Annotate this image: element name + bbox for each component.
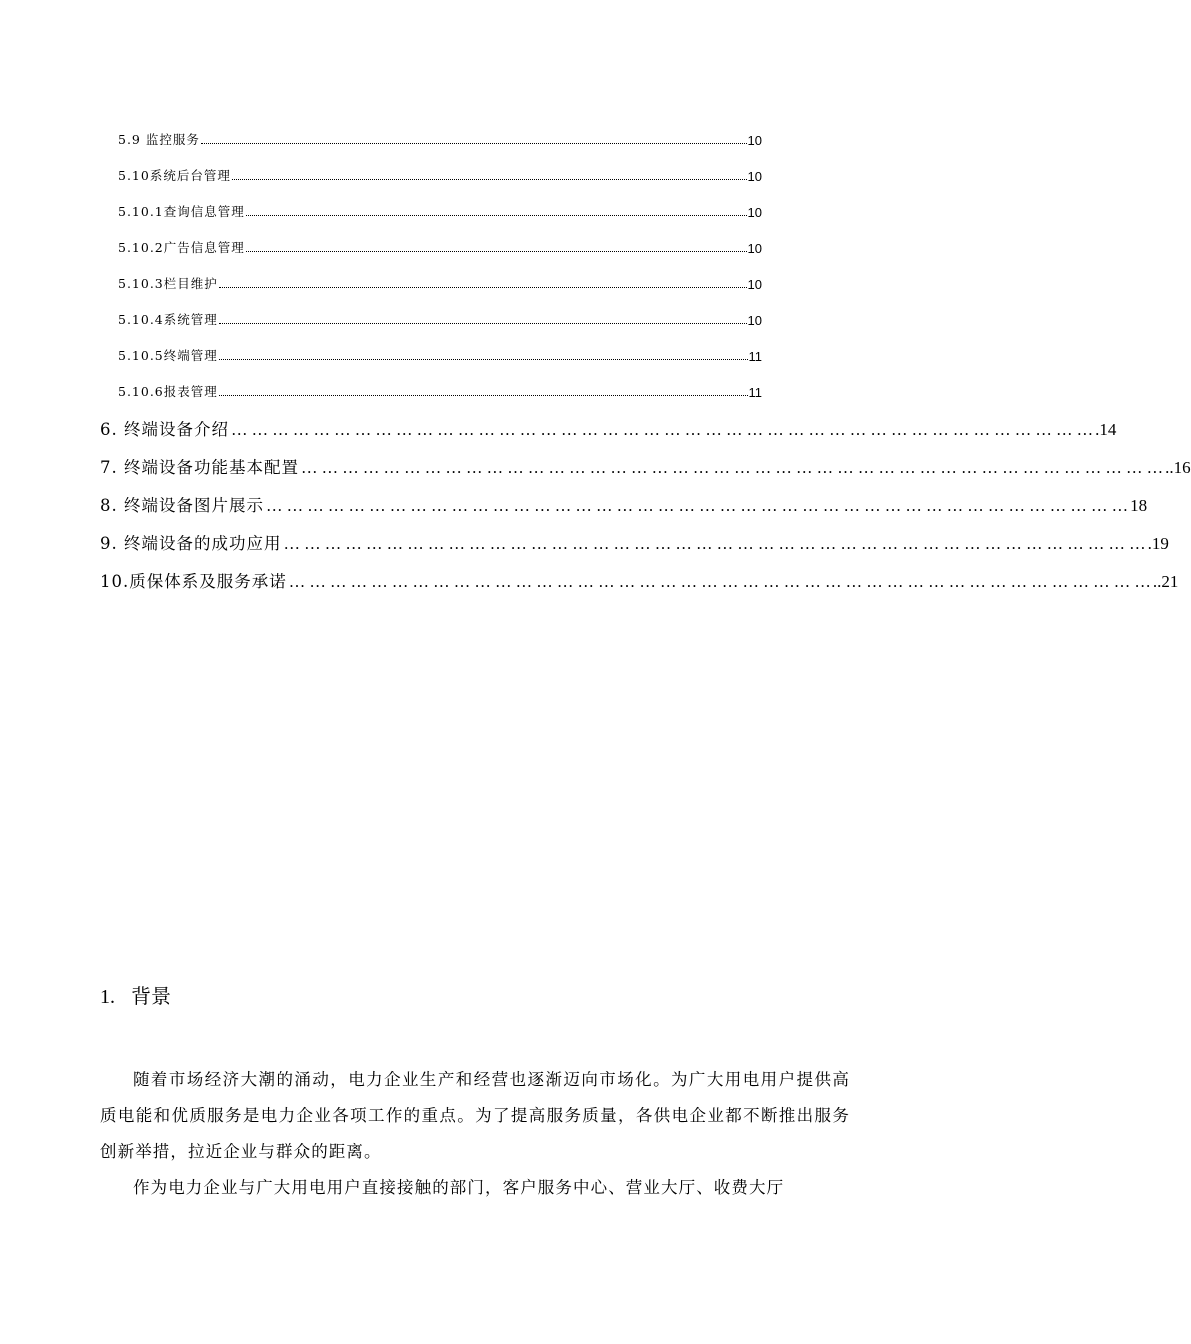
- toc-entry-page: 10: [747, 241, 762, 256]
- toc-entry-page: .19: [1147, 534, 1169, 553]
- toc-entry-label: 6. 终端设备介绍: [100, 420, 229, 439]
- toc-entry[interactable]: [118, 308, 762, 328]
- toc-entry-label: 5.10.6报表管理: [118, 384, 218, 399]
- toc-entry-label: 10.质保体系及服务承诺: [100, 572, 287, 591]
- toc-entry-label: 9. 终端设备的成功应用: [100, 534, 282, 553]
- toc-entry-label: 5.10.1查询信息管理: [118, 204, 245, 219]
- section-title: 背景: [131, 984, 171, 1008]
- body-paragraph: 随着市场经济大潮的涌动，电力企业生产和经营也逐渐迈向市场化。为广大用电用户提供高质电能和优质服务是电力企业各项工作的重点。为了提高服务质量，各供电企业都不断推出服务创新举措，拉近企业与群众的距离。: [100, 1070, 850, 1161]
- toc-leader-dots: [246, 214, 747, 216]
- section-number: 1.: [100, 986, 115, 1008]
- toc-entry-page: 10: [747, 277, 762, 292]
- toc-entry-label: 5.9 监控服务: [118, 132, 200, 147]
- toc-entry[interactable]: [118, 128, 762, 148]
- toc-entry-page: 10: [747, 133, 762, 148]
- toc-leader-dots: … … … … … … … … … … … … … … … … … … … … … … … … … … … … … … … … … … … … … … … … … …: [301, 458, 1164, 477]
- toc-entry[interactable]: [118, 344, 762, 364]
- toc-entry-page: .14: [1095, 420, 1117, 439]
- toc-entry-label: 5.10.3栏目维护: [118, 276, 218, 291]
- section-heading: [100, 980, 171, 1009]
- toc-entry-page: 11: [748, 349, 762, 364]
- toc-leader-dots: [246, 250, 747, 252]
- toc-entry-label: 5.10.2广告信息管理: [118, 240, 245, 255]
- toc-entry-page: ..21: [1152, 572, 1179, 591]
- toc-leader-dots: … … … … … … … … … … … … … … … … … … … … … … … … … … … … … … … … … … … … … … … … … …: [283, 534, 1146, 553]
- toc-leader-dots: [201, 142, 747, 144]
- toc-leader-dots: [219, 358, 748, 360]
- toc-entry-major[interactable]: [100, 566, 1179, 592]
- toc-entry-label: 5.10.5终端管理: [118, 348, 218, 363]
- toc-leader-dots: … … … … … … … … … … … … … … … … … … … … … … … … … … … … … … … … … … … … … … … … … …: [266, 496, 1129, 515]
- body-paragraph: 作为电力企业与广大用电用户直接接触的部门，客户服务中心、营业大厅、收费大厅: [133, 1178, 785, 1197]
- toc-entry-label: 7. 终端设备功能基本配置: [100, 458, 299, 477]
- toc-leader-dots: … … … … … … … … … … … … … … … … … … … … … … … … … … … … … … … … … … … … … … … … … …: [288, 572, 1151, 591]
- section-body: [100, 1062, 850, 1206]
- toc-entry-major[interactable]: [100, 452, 1191, 478]
- toc-entry[interactable]: [118, 272, 762, 292]
- toc-entry-page: 10: [747, 205, 762, 220]
- toc-leader-dots: … … … … … … … … … … … … … … … … … … … … … … … … … … … … … … … … … … … … … … … … … …: [231, 420, 1094, 439]
- toc-entry-page: 18: [1130, 496, 1148, 515]
- toc-leader-dots: [232, 178, 747, 180]
- toc-entry-major[interactable]: [100, 528, 1169, 554]
- toc-entry-page: 11: [748, 385, 762, 400]
- toc-entry[interactable]: [118, 236, 762, 256]
- toc-entry-page: 10: [747, 169, 762, 184]
- toc-entry[interactable]: [118, 380, 762, 400]
- toc-leader-dots: [219, 286, 747, 288]
- toc-entry-label: 8. 终端设备图片展示: [100, 496, 264, 515]
- toc-leader-dots: [219, 394, 748, 396]
- toc-leader-dots: [219, 322, 747, 324]
- toc-entry[interactable]: [118, 164, 762, 184]
- toc-entry-major[interactable]: [100, 414, 1117, 440]
- toc-entry-major[interactable]: [100, 490, 1148, 516]
- toc-entry-page: 10: [747, 313, 762, 328]
- toc-entry-label: 5.10系统后台管理: [118, 168, 231, 183]
- toc-entry-page: ..16: [1165, 458, 1191, 477]
- toc-entry-label: 5.10.4系统管理: [118, 312, 218, 327]
- toc-entry[interactable]: [118, 200, 762, 220]
